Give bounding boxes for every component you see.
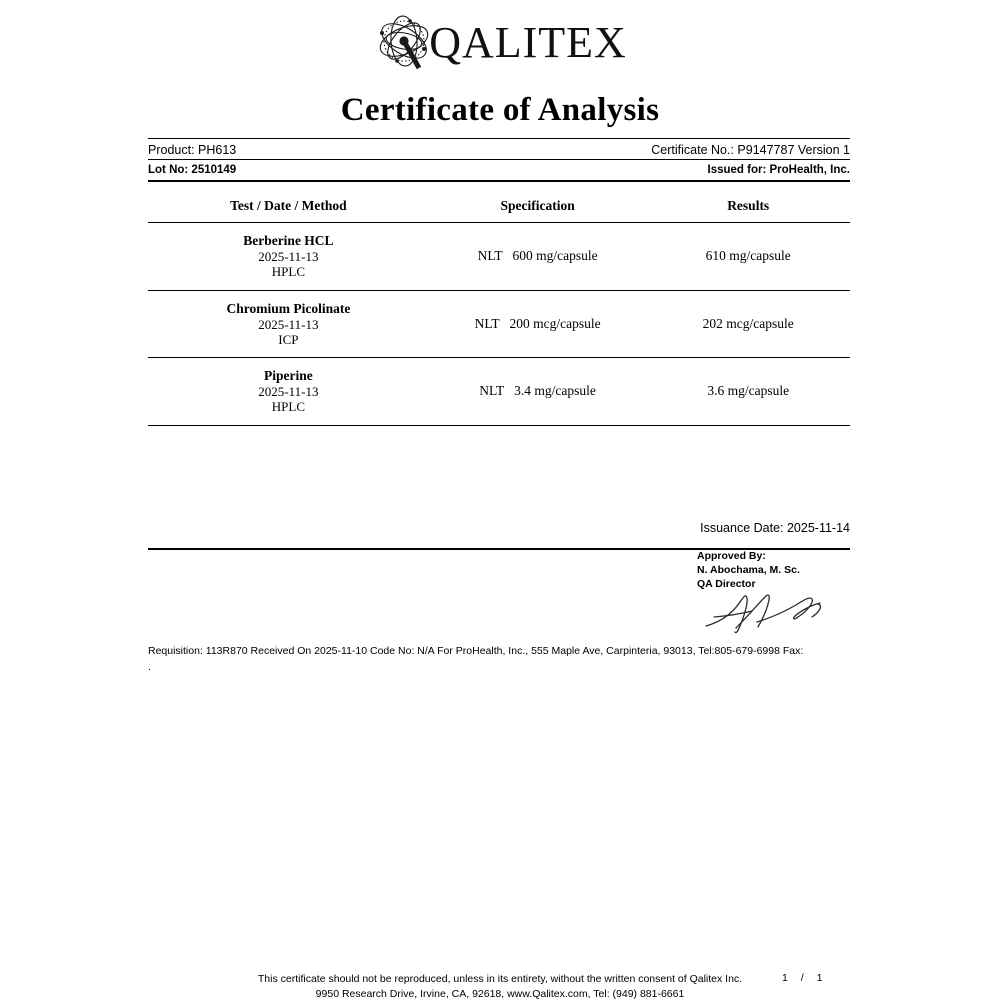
test-cell bbox=[148, 358, 429, 426]
table-row bbox=[148, 223, 850, 291]
handwritten-signature-icon bbox=[700, 586, 850, 641]
issuance-date: Issuance Date: 2025-11-14 bbox=[700, 521, 850, 535]
test-method: HPLC bbox=[271, 399, 306, 415]
header-top-rule bbox=[148, 138, 850, 139]
requisition-line: Requisition: 113R870 Received On 2025-11-10 Code No: N/A For ProHealth, Inc., 555 Maple Ave, Carpinteria, 93013, Tel:805-679-6998 Fax: bbox=[148, 645, 804, 657]
page-separator: / bbox=[800, 972, 805, 984]
table-row bbox=[148, 290, 850, 358]
specification-cell bbox=[429, 223, 647, 291]
approver-name: N. Abochama, M. Sc. bbox=[697, 563, 800, 576]
column-header-results: Results bbox=[727, 198, 770, 213]
specification-value: NLT 200 mcg/capsule bbox=[474, 315, 601, 331]
header-bottom-rule bbox=[148, 180, 850, 182]
atom-logo-icon bbox=[373, 12, 435, 74]
approver-role: QA Director bbox=[697, 577, 756, 590]
header-row-product bbox=[148, 143, 850, 157]
result-cell: 202 mcg/capsule bbox=[702, 315, 794, 331]
test-date: 2025-11-13 bbox=[258, 248, 319, 264]
brand-name: QALITEX bbox=[429, 18, 627, 67]
specification-cell bbox=[429, 358, 647, 426]
test-cell bbox=[148, 290, 429, 358]
column-header-specification: Specification bbox=[500, 198, 575, 213]
issued-for-label: Issued for: ProHealth, Inc. bbox=[707, 164, 850, 176]
page-number bbox=[782, 972, 862, 984]
page-title: Certificate of Analysis bbox=[340, 92, 660, 128]
specification-cell bbox=[429, 290, 647, 358]
test-name: Piperine bbox=[264, 368, 313, 384]
result-cell: 610 mg/capsule bbox=[705, 248, 791, 264]
table-row bbox=[148, 358, 850, 426]
page-total: 1 bbox=[816, 972, 823, 984]
specification-value: NLT 600 mg/capsule bbox=[477, 248, 598, 264]
lot-label: Lot No: 2510149 bbox=[148, 164, 237, 176]
test-method: ICP bbox=[278, 331, 299, 347]
specification-value: NLT 3.4 mg/capsule bbox=[479, 383, 596, 399]
table-body bbox=[148, 223, 850, 426]
header-mid-rule bbox=[148, 159, 850, 160]
certificate-number-label: Certificate No.: P9147787 Version 1 bbox=[651, 143, 850, 157]
test-date: 2025-11-13 bbox=[258, 316, 319, 332]
footer-disclaimer: This certificate should not be reproduced, unless in its entirety, without the written consent of Qalitex Inc. bbox=[257, 973, 743, 985]
result-cell: 3.6 mg/capsule bbox=[707, 383, 790, 399]
footer-address: 9950 Research Drive, Irvine, CA, 92618, www.Qalitex.com, Tel: (949) 881-6661 bbox=[315, 987, 685, 1000]
table-header bbox=[148, 196, 850, 223]
approved-by-label: Approved By: bbox=[697, 550, 766, 562]
brand-logo bbox=[0, 8, 1000, 78]
test-method: HPLC bbox=[271, 264, 306, 280]
column-header-test: Test / Date / Method bbox=[230, 198, 347, 213]
table-header-row bbox=[148, 196, 850, 223]
product-label: Product: PH613 bbox=[148, 143, 237, 157]
results-table bbox=[148, 196, 850, 426]
header-row-lot bbox=[148, 164, 850, 176]
page-current: 1 bbox=[782, 972, 789, 984]
test-date: 2025-11-13 bbox=[258, 384, 319, 400]
test-name: Berberine HCL bbox=[243, 233, 334, 248]
test-cell bbox=[148, 223, 429, 291]
requisition-tail: . bbox=[148, 660, 151, 673]
requisition-block bbox=[148, 644, 854, 676]
test-name: Chromium Picolinate bbox=[226, 300, 351, 316]
